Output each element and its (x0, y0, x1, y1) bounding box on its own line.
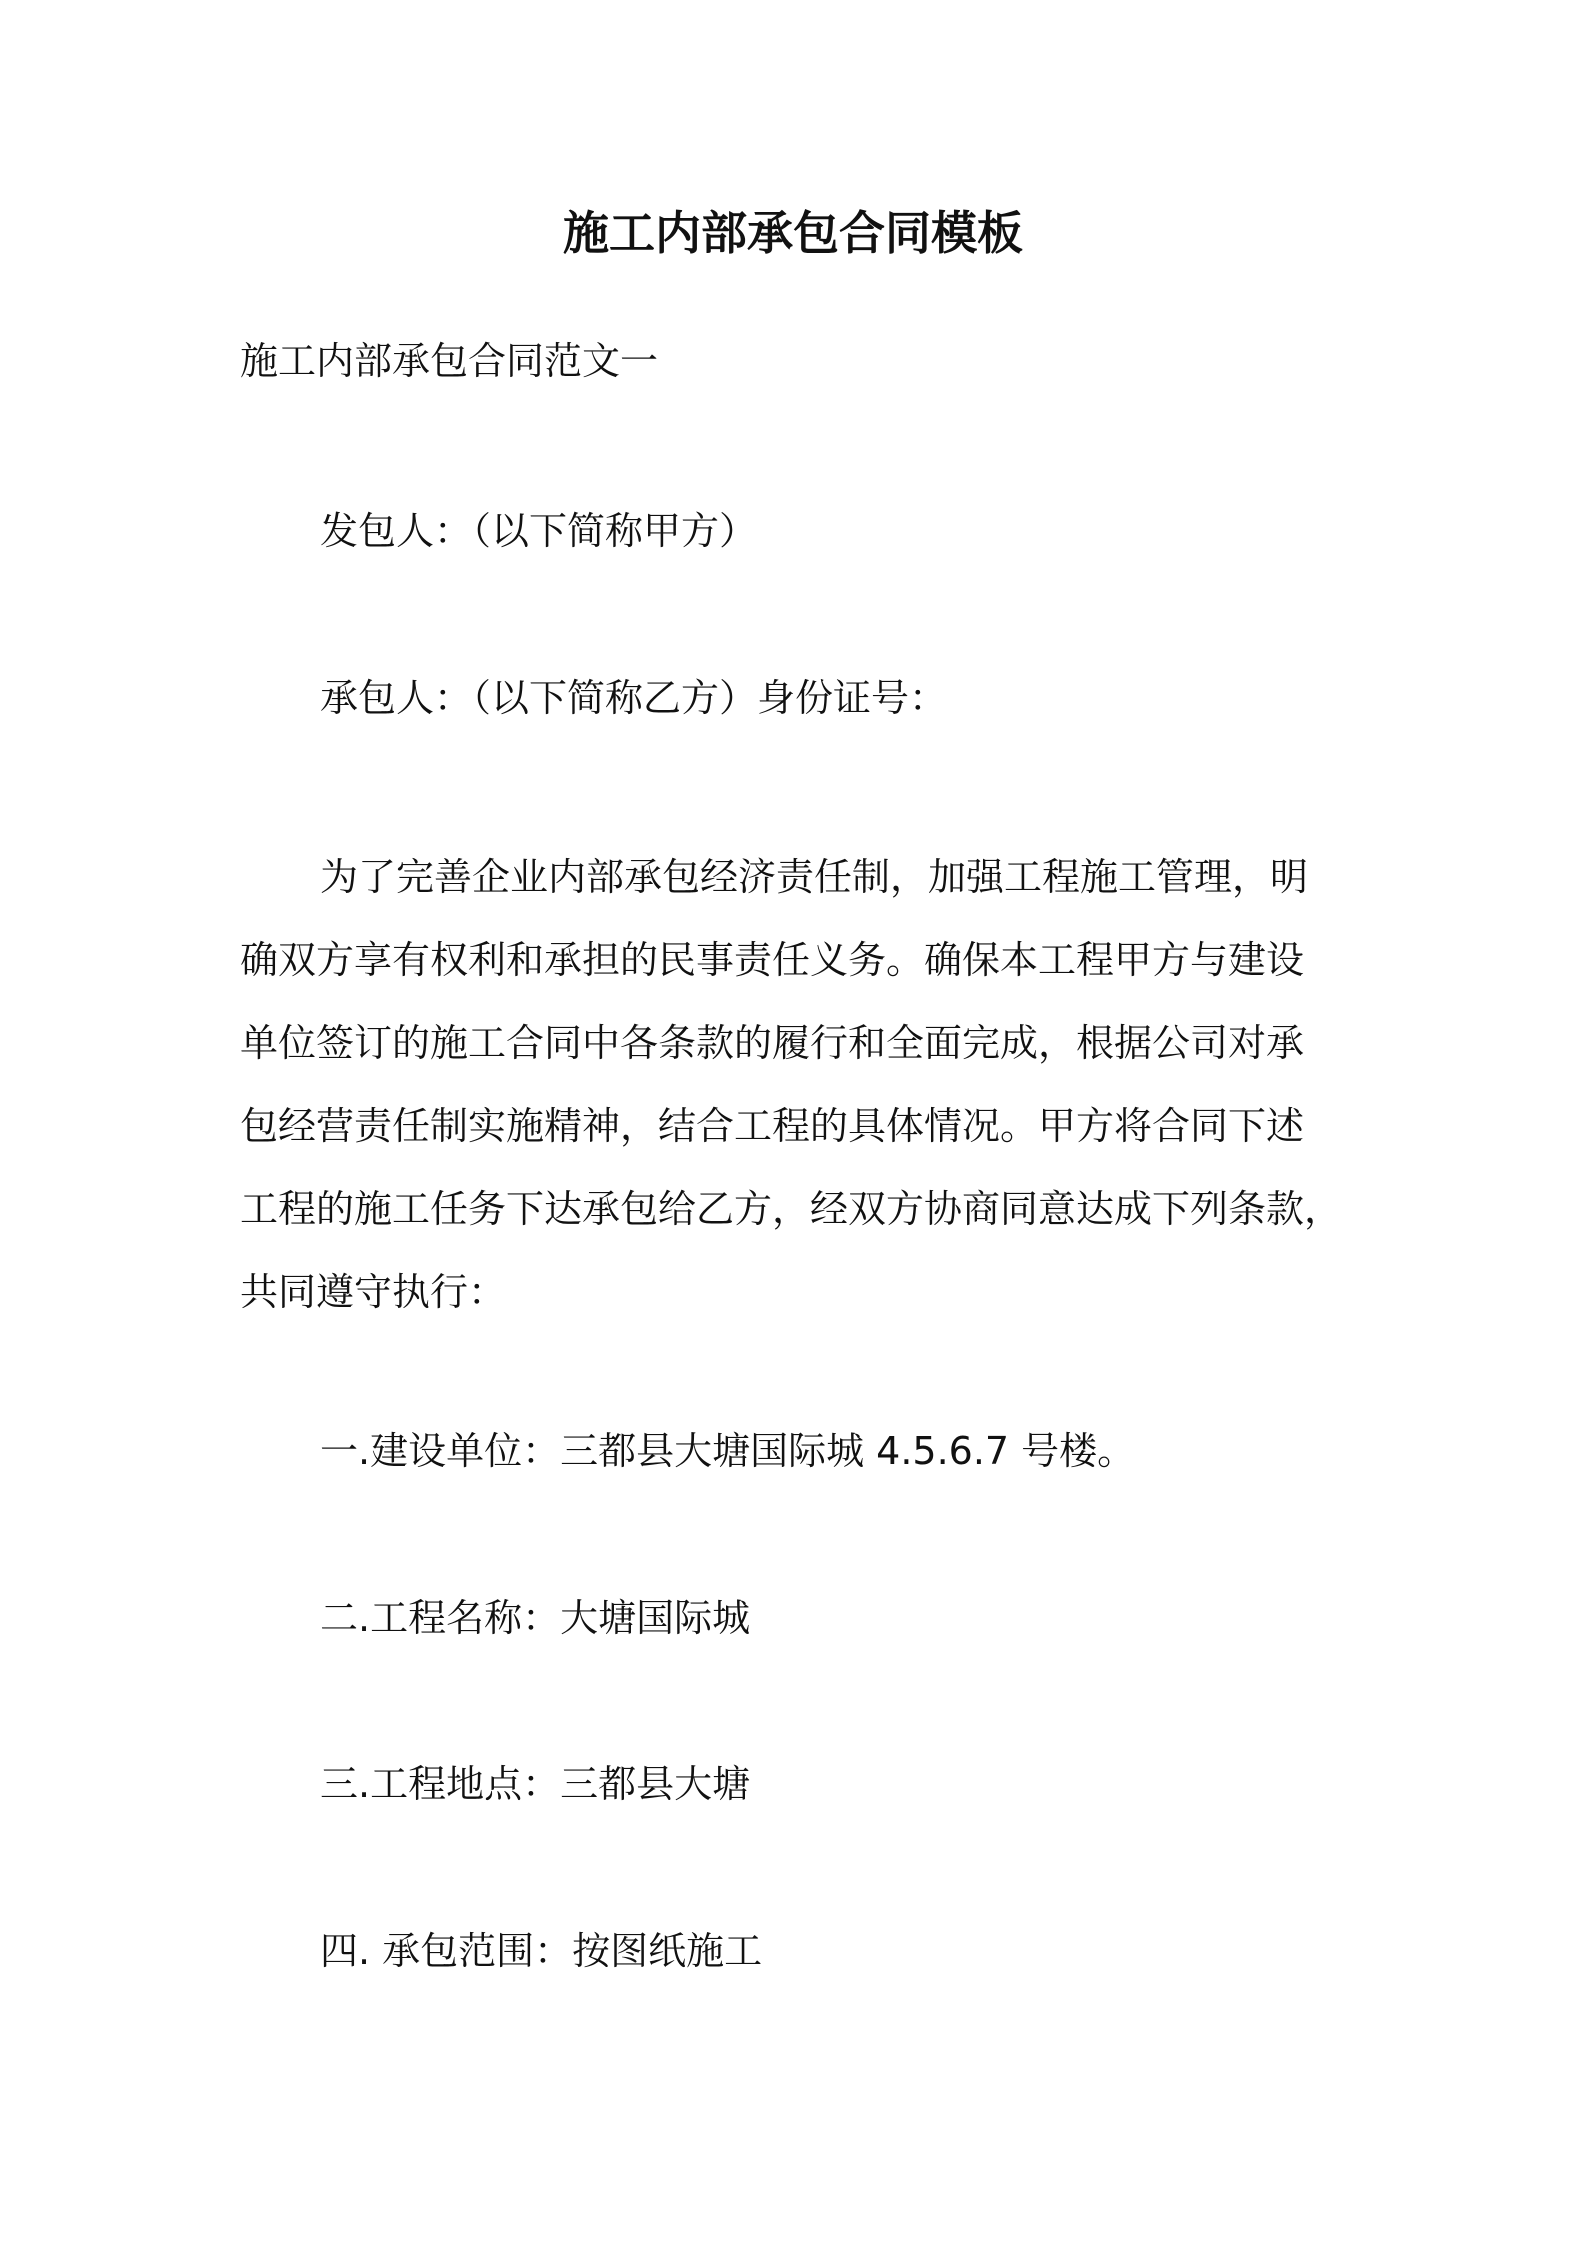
paragraph-line: 为了完善企业内部承包经济责任制，加强工程施工管理，明 (320, 855, 1309, 899)
document-subtitle: 施工内部承包合同范文一 (240, 339, 659, 383)
document-title: 施工内部承包合同模板 (563, 206, 1023, 260)
paragraph-line: 共同遵守执行： (240, 1270, 507, 1314)
party-a-line: 发包人：（以下简称甲方） (320, 509, 758, 553)
paragraph-line: 确双方享有权利和承担的民事责任义务。确保本工程甲方与建设 (240, 938, 1305, 982)
paragraph-line: 包经营责任制实施精神，结合工程的具体情况。甲方将合同下述 (240, 1104, 1305, 1148)
clause-item: 一.建设单位：三都县大塘国际城 4.5.6.7 号楼。 (320, 1429, 1136, 1473)
clause-item: 二.工程名称：大塘国际城 (320, 1596, 751, 1640)
party-b-line: 承包人：（以下简称乙方）身份证号： (320, 676, 948, 720)
paragraph-line: 工程的施工任务下达承包给乙方，经双方协商同意达成下列条款， (240, 1187, 1343, 1231)
clause-item: 四. 承包范围：按图纸施工 (320, 1929, 763, 1973)
intro-paragraph (240, 836, 1380, 1334)
clause-item: 三.工程地点：三都县大塘 (320, 1762, 751, 1806)
paragraph-line: 单位签订的施工合同中各条款的履行和全面完成，根据公司对承 (240, 1021, 1305, 1065)
